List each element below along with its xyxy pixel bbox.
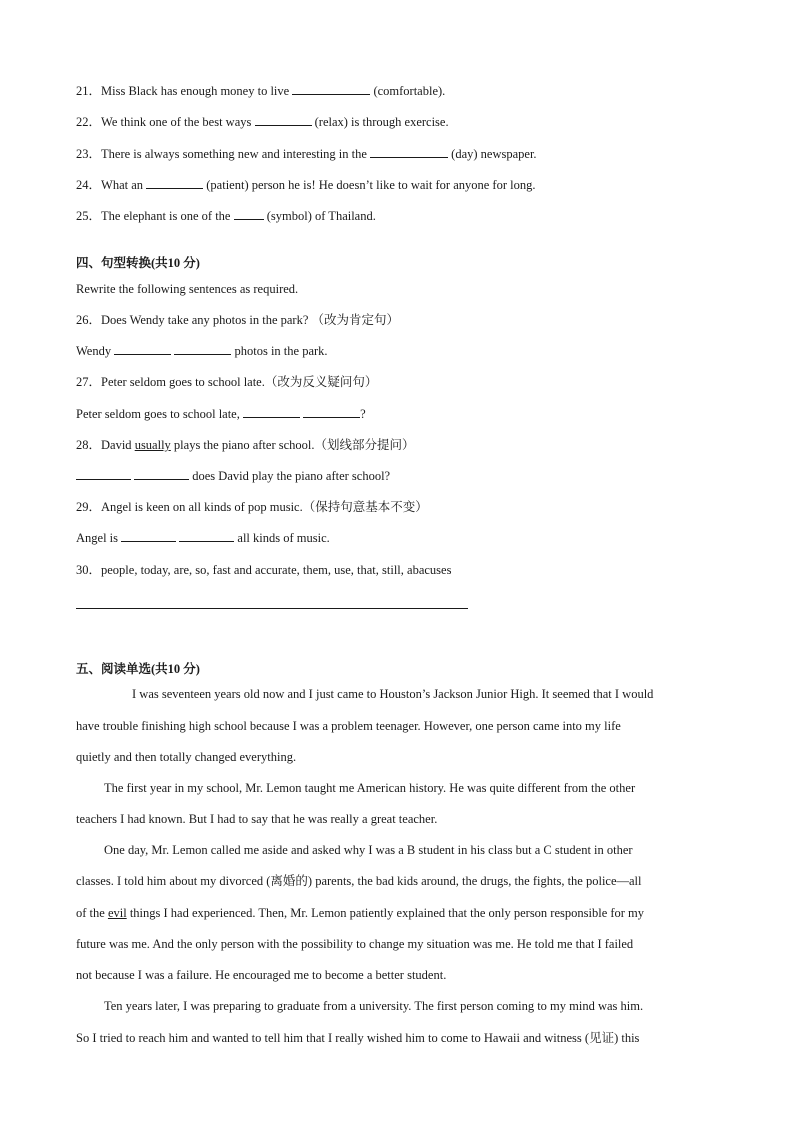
answer-blank[interactable] <box>114 342 171 355</box>
answer-blank[interactable] <box>179 529 234 542</box>
question-27-answer: Peter seldom goes to school late, ? <box>76 407 366 421</box>
question-21: 21．Miss Black has enough money to live (comfortable). <box>76 84 446 98</box>
question-23: 23．There is always something new and interesting in the (day) newspaper. <box>76 147 537 161</box>
passage-line: One day, Mr. Lemon called me aside and asked why I was a B student in his class but a C student in other <box>104 843 633 857</box>
underlined-word: evil <box>107 906 127 920</box>
passage-line: The first year in my school, Mr. Lemon taught me American history. He was quite different from the other <box>104 781 636 795</box>
passage-line: of the evil things I had experienced. Then, Mr. Lemon patiently explained that the only person responsible for my <box>76 906 645 920</box>
passage-line: not because I was a failure. He encouraged me to become a better student. <box>76 968 447 982</box>
section-4-heading: 四、句型转换(共10 分) <box>76 256 200 270</box>
question-28-answer: does David play the piano after school? <box>76 467 734 485</box>
question-30-answer-line[interactable] <box>76 608 468 609</box>
answer-blank[interactable] <box>255 113 312 126</box>
question-26-answer: Wendy photos in the park. <box>76 344 328 358</box>
question-25: 25．The elephant is one of the (symbol) of Thailand. <box>76 209 376 223</box>
passage-line: I was seventeen years old now and I just came to Houston’s Jackson Junior High. It seemed that I would <box>132 687 654 701</box>
question-27-prompt: 27．Peter seldom goes to school late.（改为反义疑问句） <box>76 375 378 389</box>
answer-blank[interactable] <box>370 145 448 158</box>
passage-line: teachers I had known. But I had to say that he was really a great teacher. <box>76 812 438 826</box>
question-26-prompt: 26．Does Wendy take any photos in the park? （改为肯定句） <box>76 313 400 327</box>
section-5-heading: 五、阅读单选(共10 分) <box>76 662 200 676</box>
answer-blank[interactable] <box>134 467 189 480</box>
answer-blank[interactable] <box>303 405 360 418</box>
answer-blank[interactable] <box>76 467 131 480</box>
answer-blank[interactable] <box>243 405 300 418</box>
question-29-answer: Angel is all kinds of music. <box>76 531 330 545</box>
section-4-instruction: Rewrite the following sentences as required. <box>76 282 299 296</box>
passage-line: quietly and then totally changed everything. <box>76 750 297 764</box>
question-29-prompt: 29．Angel is keen on all kinds of pop music.（保持句意基本不变） <box>76 500 428 514</box>
question-30-prompt: 30．people, today, are, so, fast and accurate, them, use, that, still, abacuses <box>76 563 452 577</box>
answer-blank[interactable] <box>121 529 176 542</box>
answer-blank[interactable] <box>146 176 203 189</box>
question-22: 22．We think one of the best ways (relax) is through exercise. <box>76 115 449 129</box>
answer-blank[interactable] <box>234 207 264 220</box>
answer-blank[interactable] <box>292 82 370 95</box>
question-24: 24．What an (patient) person he is! He doesn’t like to wait for anyone for long. <box>76 178 536 192</box>
passage-line: classes. I told him about my divorced (离婚的) parents, the bad kids around, the drugs, the fights, the police—all <box>76 874 642 888</box>
passage-line: have trouble finishing high school because I was a problem teenager. However, one person came into my life <box>76 719 621 733</box>
passage-line: So I tried to reach him and wanted to tell him that I really wished him to come to Hawaii and witness (见证) this <box>76 1031 640 1045</box>
passage-line: Ten years later, I was preparing to graduate from a university. The first person coming to my mind was him. <box>104 999 644 1013</box>
underlined-word: usually <box>134 438 171 452</box>
answer-blank[interactable] <box>174 342 231 355</box>
question-28-prompt: 28．David usually plays the piano after school.（划线部分提问） <box>76 438 415 452</box>
passage-line: future was me. And the only person with the possibility to change my situation was me. He told me that I failed <box>76 937 634 951</box>
